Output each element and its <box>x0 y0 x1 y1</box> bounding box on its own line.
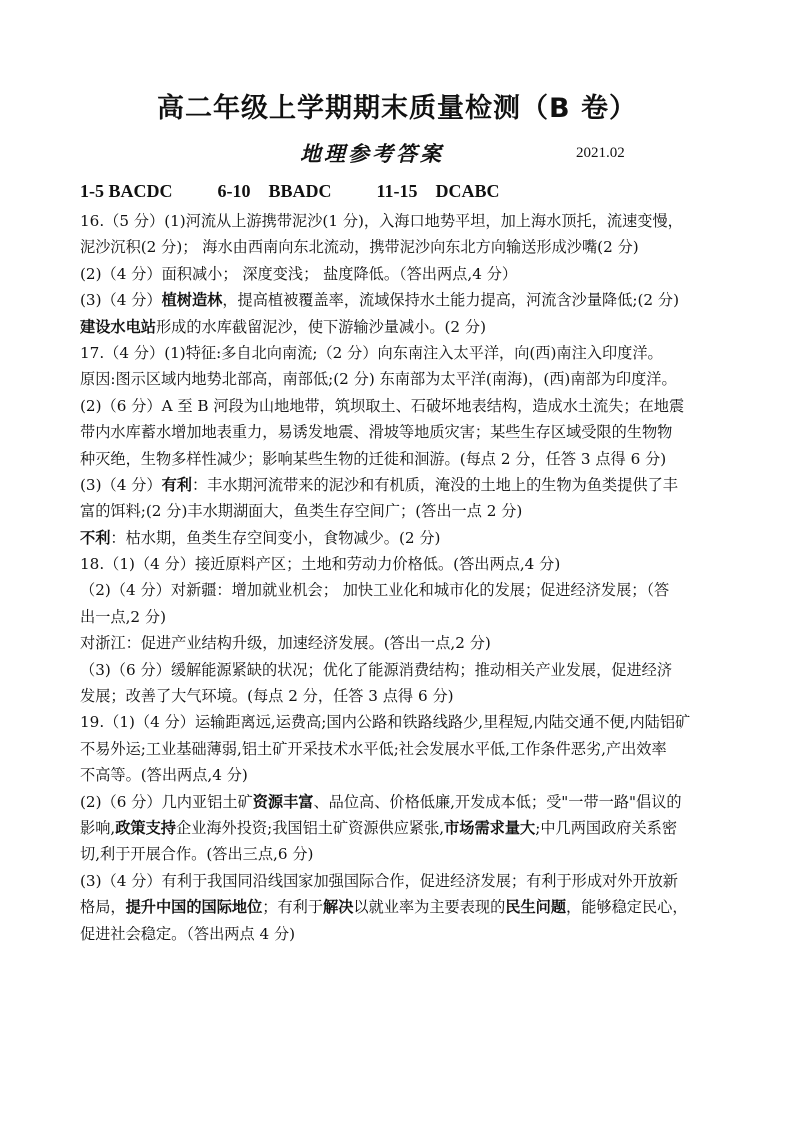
answer-text: 不高等。(答出两点,4 分) <box>80 766 248 785</box>
answer-line <box>80 841 720 867</box>
answer-line <box>80 683 720 709</box>
answer-line <box>80 340 720 366</box>
answer-keyword: 植树造林 <box>161 291 223 310</box>
answer-line <box>80 261 720 287</box>
answer-keyword: 民生问题 <box>505 898 566 917</box>
answer-text: (3)（4 分） <box>80 475 162 494</box>
answer-text: (2)（6 分）A 至 B 河段为山地地带，筑坝取土、石破坏地表结构，造成水土流失；在地震 <box>80 396 685 415</box>
answer-keyword: 资源丰富 <box>252 792 314 811</box>
answer-text: 种灭绝，生物多样性减少；影响某些生物的迁徙和洄游。(每点 2 分，任答 3 点得 6 分) <box>80 449 667 468</box>
answer-body <box>80 208 720 947</box>
answer-text: (3)（4 分） <box>80 291 162 310</box>
answer-keyword: 政策支持 <box>115 818 176 837</box>
answer-text: 对浙江：促进产业结构升级，加速经济发展。(答出一点,2 分) <box>80 634 491 653</box>
answer-text: 切,利于开展合作。(答出三点,6 分) <box>80 845 314 864</box>
answer-text: 以就业率为主要表现的 <box>353 898 506 917</box>
answer-line <box>80 446 720 472</box>
answer-text: （2)（4 分）对新疆：增加就业机会； 加快工业化和城市化的发展；促进经济发展；（答 <box>80 581 670 600</box>
answer-line <box>80 314 720 340</box>
answer-line <box>80 393 720 419</box>
answer-text: 形成的水库截留泥沙，使下游输沙量减小。(2 分) <box>155 317 487 336</box>
answer-text: 影响, <box>80 818 116 837</box>
answer-line <box>80 762 720 788</box>
answer-line <box>80 577 720 603</box>
answer-text: 16.（5 分）(1)河流从上游携带泥沙(1 分)，入海口地势平坦，加上海水顶托，流速变慢， <box>80 212 683 230</box>
answer-line <box>80 868 720 894</box>
answer-text: ;中几两国政府关系密 <box>535 818 678 837</box>
answer-line <box>80 287 720 313</box>
answer-line <box>80 894 720 920</box>
answer-keyword: 解决 <box>323 898 354 917</box>
answer-text: 发展；改善了大气环境。(每点 2 分，任答 3 点得 6 分) <box>80 687 454 706</box>
answer-text: (2)（6 分）几内亚铝土矿 <box>80 792 253 811</box>
answer-line <box>80 630 720 656</box>
answer-line <box>80 815 720 841</box>
answer-line <box>80 525 720 551</box>
answer-keyword: 提升中国的国际地位 <box>125 898 263 917</box>
answer-line <box>80 736 720 762</box>
document-date: 2021.02 <box>576 145 625 161</box>
answer-keyword: 建设水电站 <box>80 317 156 336</box>
answer-line <box>80 709 720 735</box>
answer-keyword: 不利 <box>80 528 111 547</box>
answer-text: 不易外运;工业基础薄弱,铝土矿开采技术水平低;社会发展水平低,工作条件恶劣,产出效率 <box>80 739 667 758</box>
answer-line <box>80 604 720 630</box>
answer-line <box>80 551 720 577</box>
answer-text: (3)（4 分）有利于我国同沿线国家加强国际合作，促进经济发展；有利于形成对外开放新 <box>80 871 678 890</box>
answer-text: 17.（4 分）(1)特征:多自北向南流;（2 分）向东南注入太平洋，向(西)南注入印度洋。 <box>80 343 663 362</box>
answer-text: 18.（1)（4 分）接近原料产区；土地和劳动力价格低。(答出两点,4 分) <box>80 555 561 574</box>
answer-text: ，能够稳定民心， <box>566 898 688 917</box>
answer-text: （3)（6 分）缓解能源紧缺的状况；优化了能源消费结构；推动相关产业发展，促进经济 <box>80 660 673 679</box>
answer-line <box>80 789 720 815</box>
answer-text: 、品位高、价格低廉,开发成本低；受"一带一路"倡议的 <box>313 792 682 811</box>
answer-line <box>80 472 720 498</box>
answer-text: ：丰水期河流带来的泥沙和有机质，淹没的土地上的生物为鱼类提供了丰 <box>191 475 678 494</box>
answer-text: ：枯水期，鱼类生存空间变小，食物减少。(2 分) <box>110 528 441 547</box>
answer-line <box>80 657 720 683</box>
answer-line <box>80 234 720 260</box>
answer-keyword: 市场需求量大 <box>444 818 536 837</box>
answer-line <box>80 921 720 947</box>
answer-text: 19.（1)（4 分）运输距离远,运费高;国内公路和铁路线路少,里程短,内陆交通不便,内陆铝矿 <box>80 713 691 732</box>
answer-text: ，提高植被覆盖率，流域保持水土能力提高，河流含沙量降低;(2 分) <box>222 291 680 310</box>
answer-keyword: 有利 <box>161 475 192 494</box>
answer-text: 带内水库蓄水增加地表重力，易诱发地震、滑坡等地质灾害；某些生存区域受限的生物物 <box>80 423 673 442</box>
multiple-choice-answers: 1-5 BACDC 6-10 BBADC 11-15 DCABC <box>80 181 500 201</box>
answer-text: (2)（4 分）面积减小； 深度变浅； 盐度降低。（答出两点,4 分） <box>80 264 518 283</box>
page-title: 高二年级上学期期末质量检测（B 卷） <box>157 93 637 124</box>
answer-text: 出一点,2 分) <box>80 607 166 626</box>
answer-text: 格局， <box>80 898 126 917</box>
answer-text: 原因:图示区域内地势北部高，南部低;(2 分) 东南部为太平洋(南海)，(西)南部为印度洋。 <box>80 370 677 389</box>
answer-text: ；有利于 <box>262 898 323 917</box>
answer-line <box>80 366 720 392</box>
answer-line <box>80 419 720 445</box>
answer-text: 企业海外投资;我国铝土矿资源供应紧张, <box>175 818 445 837</box>
answer-text: 促进社会稳定。（答出两点 4 分) <box>80 924 296 943</box>
answer-text: 富的饵料;(2 分)丰水期湖面大，鱼类生存空间广；(答出一点 2 分) <box>80 502 523 521</box>
answer-line <box>80 498 720 524</box>
answer-text: 泥沙沉积(2 分)； 海水由西南向东北流动，携带泥沙向东北方向输送形成沙嘴(2 分) <box>80 238 639 257</box>
page-subtitle: 地理参考答案 <box>300 141 444 166</box>
answer-line <box>80 208 720 234</box>
